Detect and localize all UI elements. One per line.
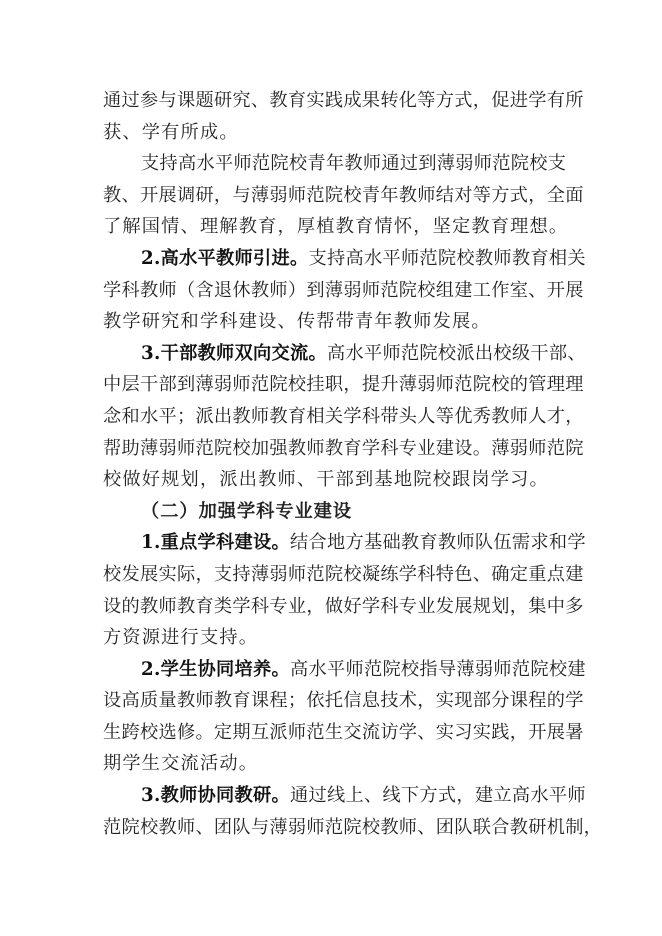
line-text: 获、学有所成。 [103, 121, 239, 143]
line-text: 生跨校选修。定期互派师范生交流访学、实习实践，开展暑 [103, 721, 584, 743]
line-text: 结合地方基础教育教师队伍需求和学 [290, 532, 586, 554]
line-text: 念和水平；派出教师教育相关学科带头人等优秀教师人才， [103, 405, 584, 427]
text-line [103, 148, 567, 180]
item-title: 3.干部教师双向交流。 [141, 342, 327, 364]
text-line [103, 180, 584, 212]
heading-text: （二）加强学科专业建设 [141, 500, 353, 522]
text-line [103, 243, 586, 275]
text-line [103, 780, 586, 812]
line-text: 高水平师范院校指导薄弱师范院校建 [290, 658, 586, 680]
line-text: 方资源进行支持。 [103, 627, 259, 649]
text-line [103, 211, 569, 243]
text-line [103, 654, 586, 686]
text-line [103, 369, 584, 401]
line-text: 通过参与课题研究、教育实践成果转化等方式，促进学有所 [103, 90, 584, 111]
item-title: 2.学生协同培养。 [141, 658, 290, 680]
line-text: 支持高水平师范院校教师教育相关 [308, 247, 586, 269]
line-text: 帮助薄弱师范院校加强教师教育学科专业建设。薄弱师范院 [103, 437, 584, 459]
text-line [103, 85, 584, 117]
text-line [103, 685, 584, 717]
line-text: 教、开展调研，与薄弱师范院校青年教师结对等方式，全面 [103, 184, 584, 206]
line-text: 范院校教师、团队与薄弱师范院校教师、团队联合教研机制， [103, 816, 603, 838]
line-text: 高水平师范院校派出校级干部、 [326, 342, 586, 364]
text-line [103, 275, 584, 307]
line-text: 通过线上、线下方式，建立高水平师 [290, 785, 586, 807]
document-page [103, 85, 603, 843]
line-text: 学科教师（含退休教师）到薄弱师范院校组建工作室、开展 [103, 279, 584, 301]
text-line [103, 433, 584, 465]
line-text: 中层干部到薄弱师范院校挂职，提升薄弱师范院校的管理理 [103, 374, 584, 396]
text-line [103, 591, 584, 623]
text-line [103, 748, 563, 780]
line-text: 设的教师教育类学科专业，做好学科专业发展规划，集中多 [103, 595, 584, 617]
line-text: 教学研究和学科建设、传帮带青年教师发展。 [103, 311, 491, 333]
text-line [103, 812, 603, 844]
line-text: 了解国情、理解教育，厚植教育情怀，坚定教育理想。 [103, 216, 569, 238]
text-line [103, 401, 584, 433]
line-text: 校发展实际，支持薄弱师范院校凝练学科特色、确定重点建 [103, 563, 584, 585]
line-text: 支持高水平师范院校青年教师通过到薄弱师范院校支 [141, 153, 567, 175]
text-line [103, 464, 563, 496]
line-text: 校做好规划，派出教师、干部到基地院校跟岗学习。 [103, 469, 549, 491]
text-line [103, 306, 563, 338]
text-line [103, 338, 586, 370]
text-line [103, 717, 584, 749]
line-text: 期学生交流活动。 [103, 753, 259, 775]
text-line [103, 622, 563, 654]
item-title: 1.重点学科建设。 [141, 532, 290, 554]
text-line [103, 559, 584, 591]
text-line [103, 527, 586, 559]
item-title: 2.高水平教师引进。 [141, 247, 309, 269]
item-title: 3.教师协同教研。 [141, 785, 290, 807]
section-heading [103, 496, 563, 528]
line-text: 设高质量教师教育课程；依托信息技术，实现部分课程的学 [103, 690, 584, 712]
text-line [103, 117, 563, 149]
